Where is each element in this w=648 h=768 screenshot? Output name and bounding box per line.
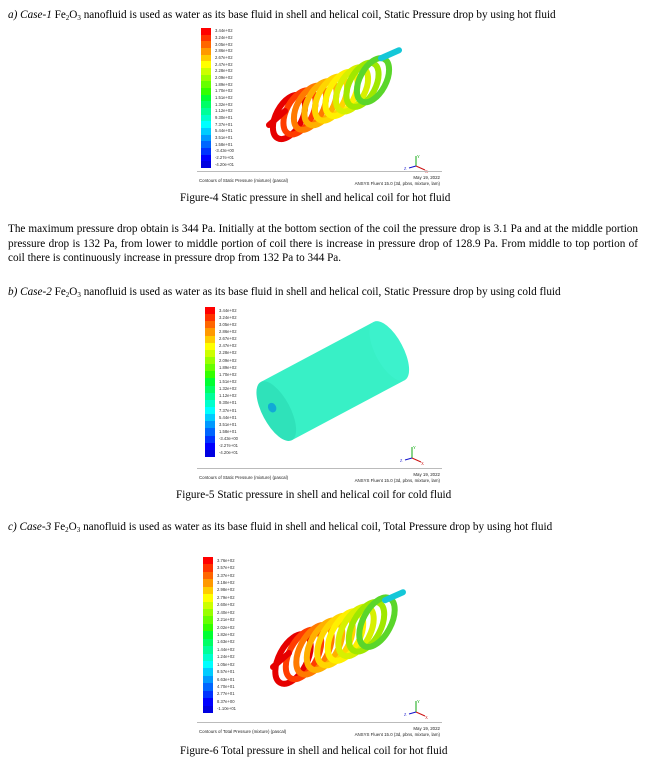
legend-label: 3.51e+01 [219, 421, 237, 427]
legend-label: -3.43e+00 [219, 436, 238, 442]
legend-label: 2.86e+02 [219, 329, 237, 334]
legend-label: 1.12e+02 [219, 393, 237, 399]
legend-label: 1.05e+02 [217, 661, 235, 667]
figure-4-contour-plot [197, 25, 442, 189]
legend-label: -2.27e+01 [219, 443, 238, 449]
legend-label: 3.51e+01 [215, 135, 233, 140]
legend-label: 2.60e+02 [217, 602, 235, 608]
legend-label: 3.24e+02 [219, 314, 237, 320]
legend-label: 9.30e+01 [219, 400, 237, 406]
axis-y-label: Y [413, 445, 416, 450]
legend-label: 3.05e+02 [215, 41, 233, 47]
legend-label: -1.10e+01 [217, 706, 236, 712]
legend-label: 3.24e+02 [215, 35, 233, 40]
plot-footer [197, 171, 442, 189]
axis-y-label: Y [417, 699, 420, 704]
footer-solver: ANSYS Fluent 15.0 (3d, pbns, mixture, lam) [354, 180, 440, 186]
legend-label: 1.58e+01 [215, 141, 233, 147]
legend-label: 2.47e+02 [215, 61, 233, 67]
legend-label: 4.70e+01 [217, 684, 235, 689]
legend-label: 8.57e+01 [217, 669, 235, 675]
legend-label: 1.70e+02 [215, 88, 233, 94]
legend-label: 2.40e+02 [217, 609, 235, 615]
legend-label: 2.77e+01 [217, 691, 235, 697]
legend-label: 9.30e+01 [215, 115, 233, 120]
footer-title: Contours of Static Pressure (mixture) (pascal) [199, 475, 289, 480]
footer-solver: ANSYS Fluent 15.0 (3d, pbns, mixture, lam) [354, 731, 440, 737]
footer-date: May 19, 2022 [413, 175, 440, 180]
legend-label: 2.09e+02 [219, 357, 237, 363]
plot-footer [197, 468, 442, 486]
legend-label: 1.51e+02 [215, 95, 233, 100]
legend-label: 1.58e+01 [219, 429, 237, 434]
footer-solver: ANSYS Fluent 15.0 (3d, pbns, mixture, lam) [354, 477, 440, 483]
legend-label: 3.37e+02 [217, 572, 235, 578]
axis-x-label: X [421, 461, 424, 465]
plot-footer [197, 722, 442, 741]
legend-label: 1.44e+02 [217, 646, 235, 652]
coil-outlet [385, 592, 403, 600]
legend-label: 8.37e+00 [217, 698, 235, 704]
legend-label: 5.44e+01 [215, 128, 233, 134]
legend-label: 2.02e+02 [217, 624, 235, 630]
legend-label: 2.86e+02 [215, 48, 233, 54]
axis-z-label: Z [404, 166, 407, 171]
results-paragraph: The maximum pressure drop obtain is 344 Pa. Initially at the bottom section of the coil the pressure drop is 3.1 Pa and at the middle portion pressure drop is 132 Pa, from lower to middle portion of coil there is increase in pressure drop of 128.9 Pa. From middle to top portion of coil there is continuously increase in pressure drop from 132 Pa to 344 Pa. [8, 223, 638, 265]
legend-label: 2.47e+02 [219, 343, 237, 349]
legend-label: -3.43e+00 [215, 148, 234, 154]
axis-triad-icon [403, 153, 429, 173]
coil-turn [352, 592, 402, 653]
legend-label: 1.70e+02 [219, 371, 237, 377]
legend-label: 2.28e+02 [215, 68, 233, 74]
legend-label: 3.76e+02 [217, 557, 235, 563]
case-label: a) Case-1 [8, 9, 55, 21]
legend-label: 6.63e+01 [217, 676, 235, 682]
legend-label: -4.20e+01 [219, 450, 238, 456]
legend-label: 3.05e+02 [219, 321, 237, 327]
legend-label: -4.20e+01 [215, 161, 234, 167]
legend-label: 1.89e+02 [215, 81, 233, 87]
legend-label: 2.79e+02 [217, 594, 235, 600]
legend-label: 5.44e+01 [219, 414, 237, 420]
legend-label: 3.18e+02 [217, 580, 235, 585]
legend-label: -2.27e+01 [215, 155, 234, 160]
axis-y-label: Y [417, 154, 420, 159]
legend-label: 1.82e+02 [217, 632, 235, 637]
axis-z-label: Z [404, 712, 407, 717]
legend-label: 7.37e+01 [219, 407, 237, 413]
footer-date: May 19, 2022 [413, 726, 440, 731]
legend-label: 2.21e+02 [217, 617, 235, 623]
legend-label: 2.28e+02 [219, 350, 237, 356]
legend-label: 3.44e+02 [219, 307, 237, 313]
legend-label: 2.09e+02 [215, 75, 233, 80]
footer-title: Contours of Static Pressure (mixture) (pascal) [199, 178, 289, 183]
legend-label: 2.98e+02 [217, 587, 235, 593]
legend-label: 1.51e+02 [219, 379, 237, 384]
case-label: b) Case-2 [8, 286, 55, 298]
legend-label: 1.32e+02 [219, 386, 237, 392]
legend-label: 1.32e+02 [215, 101, 233, 107]
figure-6-contour-plot [197, 553, 442, 741]
legend-label: 2.67e+02 [219, 336, 237, 342]
case-3-heading: c) Case-3 $Fe_2O_3$ nanofluid is used as water as its base fluid in shell and helical coil, Total Pressure drop by using hot fluid [8, 521, 553, 534]
axis-triad-icon [399, 443, 425, 465]
axis-x-label: X [425, 169, 428, 173]
figure-6-caption: Figure-6 Total pressure in shell and helical coil for hot fluid [180, 745, 448, 757]
axis-z-label: Z [400, 458, 403, 463]
coil-turn [350, 53, 395, 108]
figure-5-contour-plot [197, 303, 442, 486]
legend-label: 7.37e+01 [215, 121, 233, 127]
figure-4-caption: Figure-4 Static pressure in shell and helical coil for hot fluid [180, 192, 451, 204]
case-2-heading: b) Case-2 $Fe_2O_3$ nanofluid is used as water as its base fluid in shell and helical coil, Static Pressure drop by using cold fluid [8, 286, 561, 299]
figure-5-caption: Figure-5 Static pressure in shell and helical coil for cold fluid [176, 489, 452, 501]
legend-label: 1.89e+02 [219, 364, 237, 370]
case-1-heading: a) Case-1 $Fe_2O_3$ nanofluid is used as water as its base fluid in shell and helical coil, Static Pressure drop by using hot fluid [8, 9, 556, 22]
legend-label: 3.57e+02 [217, 565, 235, 571]
legend-label: 1.63e+02 [217, 639, 235, 645]
footer-date: May 19, 2022 [413, 472, 440, 477]
legend-label: 1.24e+02 [217, 654, 235, 660]
case-label: c) Case-3 [8, 521, 54, 533]
legend-label: 2.67e+02 [215, 55, 233, 60]
axis-x-label: X [425, 715, 428, 719]
footer-title: Contours of Total Pressure (mixture) (pascal) [199, 729, 287, 734]
axis-triad-icon [403, 697, 429, 719]
legend-label: 3.44e+02 [215, 28, 233, 34]
coil-outlet [381, 50, 399, 58]
legend-label: 1.12e+02 [215, 108, 233, 114]
